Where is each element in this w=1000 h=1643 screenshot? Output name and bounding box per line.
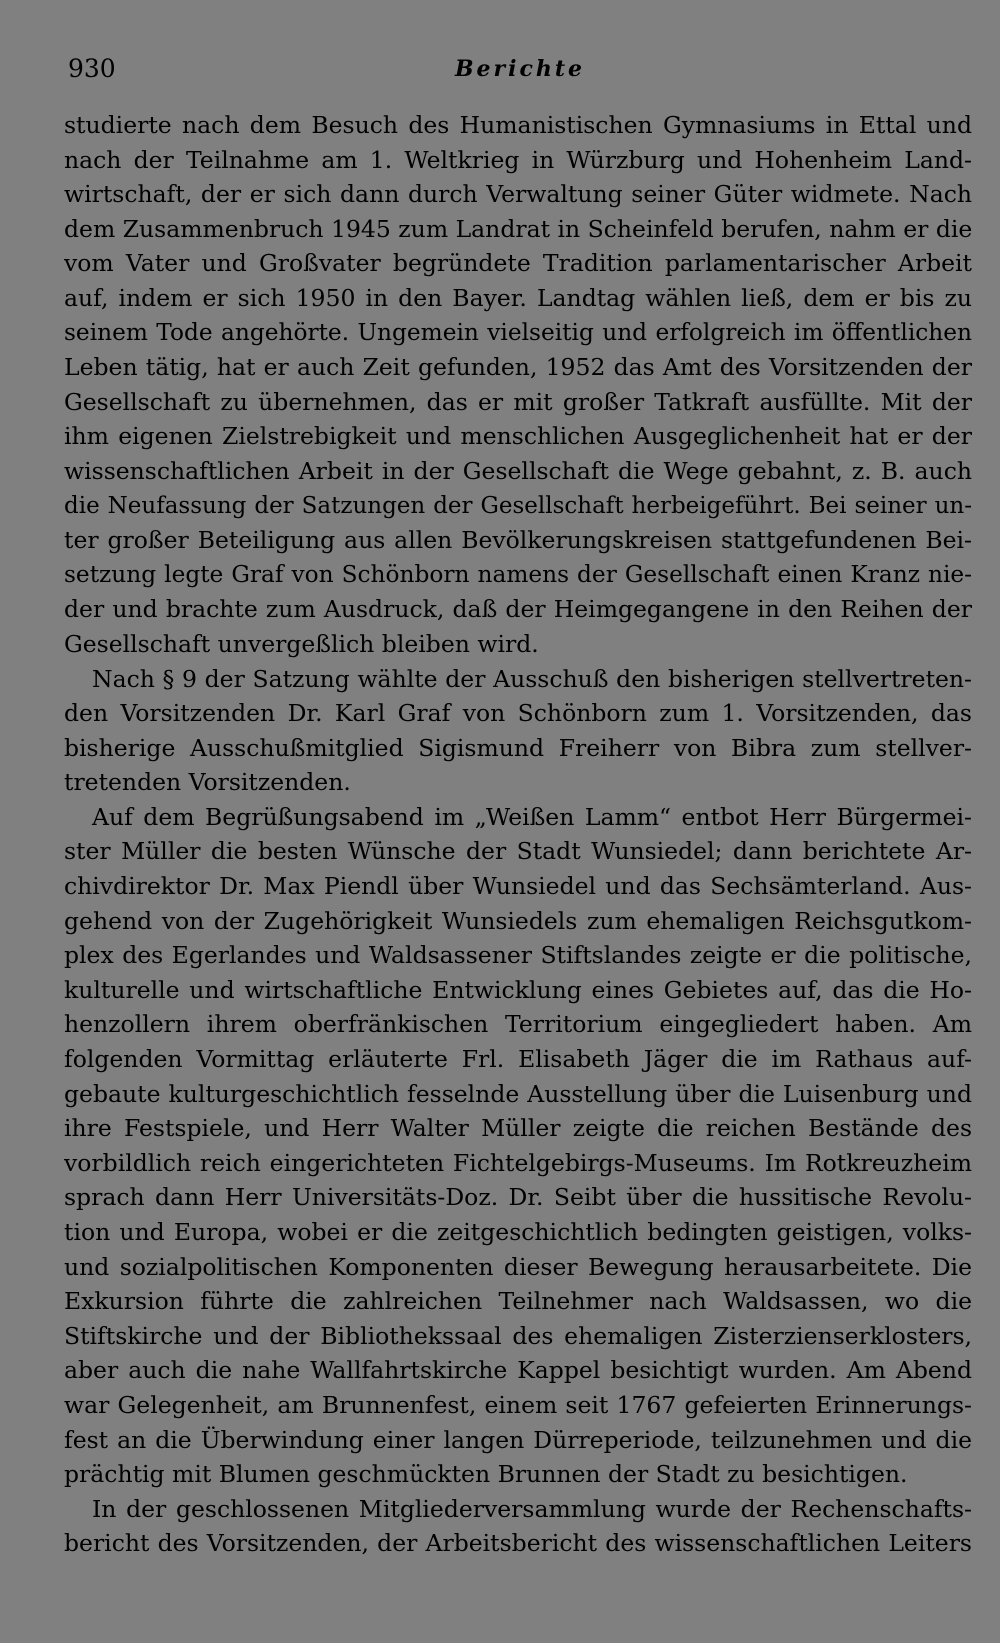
text-line: tretenden Vorsitzenden. [64, 768, 351, 797]
text-line: bericht des Vorsitzenden, der Arbeitsbericht des wissenschaftlichen Leiters [64, 1529, 972, 1558]
text-line: ihm eigenen Zielstrebigkeit und menschlichen Ausgeglichenheit hat er der [64, 422, 972, 451]
text-line: sprach dann Herr Universitäts-Doz. Dr. Seibt über die hussitische Revolu- [64, 1183, 972, 1212]
text-line: ter großer Beteiligung aus allen Bevölkerungskreisen stattgefundenen Bei- [64, 526, 972, 555]
text-line: ster Müller die besten Wünsche der Stadt Wunsiedel; dann berichtete Ar- [64, 837, 972, 866]
text-line: seinem Tode angehörte. Ungemein vielseitig und erfolgreich im öffentlichen [64, 318, 972, 346]
text-line: die Neufassung der Satzungen der Gesellschaft herbeigeführt. Bei seiner un- [64, 492, 972, 519]
text-line: und sozialpolitischen Komponenten dieser Bewegung herausarbeitete. Die [64, 1252, 972, 1281]
text-line: kulturelle und wirtschaftliche Entwicklung eines Gebietes auf, das die Ho- [64, 975, 972, 1004]
text-line: den Vorsitzenden Dr. Karl Graf von Schönborn zum 1. Vorsitzenden, das [64, 699, 972, 728]
page-number: 930 [68, 54, 116, 83]
text-line: gehend von der Zugehörigkeit Wunsiedels zum ehemaligen Reichsgutkom- [64, 906, 972, 935]
text-line: auf, indem er sich 1950 in den Bayer. Landtag wählen ließ, dem er bis zu [64, 283, 972, 312]
paragraph [64, 1492, 972, 1561]
text-line: gebaute kulturgeschichtlich fesselnde Ausstellung über die Luisenburg und [64, 1079, 972, 1108]
text-line: Auf dem Begrüßungsabend im „Weißen Lamm“ entbot Herr Bürgermei- [92, 802, 972, 831]
text-line: Gesellschaft unvergeßlich bleiben wird. [64, 629, 539, 658]
page-header [68, 52, 972, 86]
paragraph [64, 662, 972, 800]
text-line: der und brachte zum Ausdruck, daß der Heimgegangene in den Reihen der [64, 595, 972, 624]
text-line: wissenschaftlichen Arbeit in der Gesellschaft die Wege gebahnt, z. B. auch [64, 456, 972, 485]
paragraph [64, 800, 972, 1492]
text-line: Stiftskirche und der Bibliothekssaal des ehemaligen Zisterzienserklosters, [64, 1321, 972, 1350]
text-line: Exkursion führte die zahlreichen Teilnehmer nach Waldsassen, wo die [64, 1287, 972, 1316]
text-line: Leben tätig, hat er auch Zeit gefunden, 1952 das Amt des Vorsitzenden der [64, 353, 972, 382]
text-line: setzung legte Graf von Schönborn namens der Gesellschaft einen Kranz nie- [64, 560, 972, 588]
text-line: dem Zusammenbruch 1945 zum Landrat in Scheinfeld berufen, nahm er die [64, 214, 972, 243]
text-line: aber auch die nahe Wallfahrtskirche Kappel besichtigt wurden. Am Abend [64, 1356, 972, 1385]
body-text [64, 108, 972, 1561]
text-line: tion und Europa, wobei er die zeitgeschichtlich bedingten geistigen, volks- [64, 1218, 972, 1246]
text-line: nach der Teilnahme am 1. Weltkrieg in Würzburg und Hohenheim Land- [64, 145, 972, 174]
text-line: ihre Festspiele, und Herr Walter Müller zeigte die reichen Bestände des [64, 1114, 972, 1143]
text-line: In der geschlossenen Mitgliederversammlung wurde der Rechenschafts- [92, 1494, 972, 1523]
text-line: folgenden Vormittag erläuterte Frl. Elisabeth Jäger die im Rathaus auf- [64, 1045, 972, 1074]
text-line: war Gelegenheit, am Brunnenfest, einem seit 1767 gefeierten Erinnerungs- [64, 1390, 972, 1419]
text-line: plex des Egerlandes und Waldsassener Stiftslandes zeigte er die politische, [64, 941, 972, 970]
text-line: studierte nach dem Besuch des Humanistischen Gymnasiums in Ettal und [64, 111, 972, 139]
text-line: chivdirektor Dr. Max Piendl über Wunsiedel und das Sechsämterland. Aus- [64, 872, 972, 901]
running-head: Berichte [454, 56, 586, 82]
text-line: Nach § 9 der Satzung wählte der Ausschuß den bisherigen stellvertreten- [92, 664, 972, 693]
text-line: vom Vater und Großvater begründete Tradition parlamentarischer Arbeit [64, 249, 972, 278]
text-line: prächtig mit Blumen geschmückten Brunnen der Stadt zu besichtigen. [64, 1460, 908, 1489]
paragraph [64, 108, 972, 662]
text-line: vorbildlich reich eingerichteten Fichtelgebirgs-Museums. Im Rotkreuzheim [64, 1148, 972, 1177]
text-line: fest an die Überwindung einer langen Dürreperiode, teilzunehmen und die [64, 1425, 972, 1454]
text-line: bisherige Ausschußmitglied Sigismund Freiherr von Bibra zum stellver- [64, 733, 972, 762]
text-line: henzollern ihrem oberfränkischen Territorium eingegliedert haben. Am [64, 1010, 972, 1039]
text-line: wirtschaft, der er sich dann durch Verwaltung seiner Güter widmete. Nach [64, 180, 972, 209]
text-line: Gesellschaft zu übernehmen, das er mit großer Tatkraft ausfüllte. Mit der [64, 387, 972, 416]
